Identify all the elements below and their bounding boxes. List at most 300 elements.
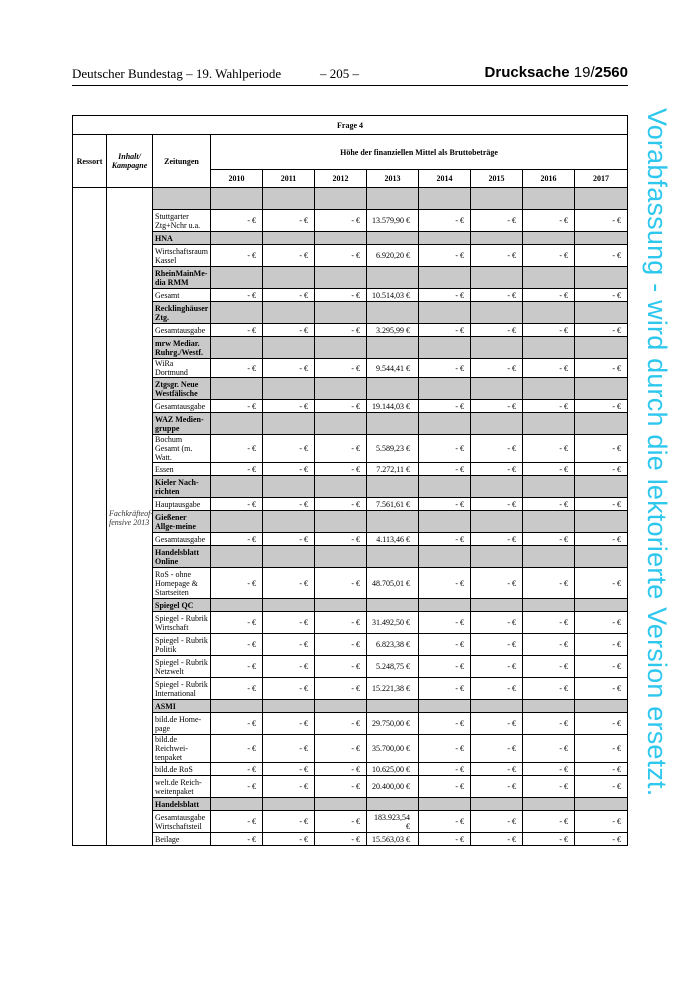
amount-cell: - € [575,533,628,546]
newspaper-label: bild.de RoS [153,763,211,776]
empty-cell [367,476,419,498]
amount-cell: - € [211,713,263,735]
empty-cell [211,302,263,324]
empty-cell [419,700,471,713]
amount-cell: - € [471,463,523,476]
amount-cell: - € [523,210,575,232]
amount-2013: 15.563,03 € [367,833,419,846]
amount-2013: 13.579,90 € [367,210,419,232]
empty-cell [523,476,575,498]
empty-cell [575,700,628,713]
amount-cell: - € [575,498,628,511]
amount-cell: - € [419,811,471,833]
amount-cell: - € [315,533,367,546]
amount-cell: - € [419,245,471,267]
empty-cell [523,700,575,713]
table-row [73,612,628,634]
empty-cell [263,599,315,612]
table-row [73,324,628,337]
publisher-group-label: Ztgsgr. Neue Westfälische [153,378,211,400]
amount-cell: - € [263,612,315,634]
year-header: 2014 [419,170,471,188]
amount-cell: - € [211,612,263,634]
empty-cell [523,511,575,533]
amount-cell: - € [523,811,575,833]
amount-cell: - € [315,612,367,634]
amount-cell: - € [263,634,315,656]
empty-cell [263,188,315,210]
amount-cell: - € [211,656,263,678]
col-ressort: Ressort [73,135,107,188]
empty-cell [471,188,523,210]
publisher-group-label: RheinMainMe-dia RMM [153,267,211,289]
amount-cell: - € [315,210,367,232]
publisher-group-label: Spiegel QC [153,599,211,612]
newspaper-label: welt.de Reich-weitenpaket [153,776,211,798]
empty-cell [367,798,419,811]
publisher-group-label: ASMI [153,700,211,713]
empty-cell [211,188,263,210]
drucksache-prefix: 19/ [573,64,595,81]
empty-cell [211,378,263,400]
amount-cell: - € [471,612,523,634]
amount-cell: - € [263,359,315,378]
empty-cell [523,267,575,289]
drucksache-number [485,64,628,81]
amount-cell: - € [263,713,315,735]
empty-cell [471,700,523,713]
amount-cell: - € [523,612,575,634]
empty-cell [367,188,419,210]
table-row [73,533,628,546]
newspaper-label: Spiegel - Rubrik International [153,678,211,700]
col-hoehe: Höhe der finanziellen Mittel als Bruttobeträge [211,135,628,170]
empty-cell [419,302,471,324]
table-row [73,245,628,267]
amount-cell: - € [471,634,523,656]
amount-cell: - € [471,833,523,846]
empty-cell [263,476,315,498]
group-row [73,546,628,568]
amount-cell: - € [315,776,367,798]
empty-cell [575,188,628,210]
amount-2013: 183.923,54 € [367,811,419,833]
newspaper-label: Gesamtausgabe Wirtschaftsteil [153,811,211,833]
empty-cell [575,476,628,498]
amount-cell: - € [315,713,367,735]
group-row [73,798,628,811]
group-row [73,700,628,713]
amount-cell: - € [419,533,471,546]
empty-cell [211,413,263,435]
empty-cell [367,511,419,533]
newspaper-label: Bochum Gesamt (m. Watt. [153,435,211,463]
amount-cell: - € [575,289,628,302]
amount-cell: - € [575,833,628,846]
drucksache-label: Drucksache [484,64,570,81]
newspaper-label: Gesamtausgabe [153,533,211,546]
amount-cell: - € [315,435,367,463]
empty-cell [471,413,523,435]
amount-2013: 7.272,11 € [367,463,419,476]
amount-cell: - € [575,776,628,798]
empty-cell [471,378,523,400]
empty-cell [523,337,575,359]
amount-2013: 7.561,61 € [367,498,419,511]
amount-cell: - € [263,568,315,599]
newspaper-label: bild.de Home-page [153,713,211,735]
amount-cell: - € [263,678,315,700]
empty-cell [419,546,471,568]
amount-cell: - € [211,498,263,511]
newspaper-label: Wirtschaftsraum Kassel [153,245,211,267]
amount-cell: - € [523,435,575,463]
amount-cell: - € [263,533,315,546]
empty-cell [575,798,628,811]
empty-cell [315,378,367,400]
amount-cell: - € [419,324,471,337]
amount-cell: - € [575,678,628,700]
year-header: 2017 [575,170,628,188]
amount-cell: - € [315,656,367,678]
amount-cell: - € [263,435,315,463]
table-row [73,435,628,463]
amount-cell: - € [211,289,263,302]
amount-2013: 48.705,01 € [367,568,419,599]
table-row [73,568,628,599]
amount-cell: - € [211,735,263,763]
year-header: 2011 [263,170,315,188]
amount-cell: - € [263,210,315,232]
amount-cell: - € [211,533,263,546]
amount-cell: - € [315,463,367,476]
amount-cell: - € [523,763,575,776]
amount-cell: - € [211,811,263,833]
amount-cell: - € [263,498,315,511]
amount-cell: - € [263,400,315,413]
empty-cell [315,700,367,713]
year-header: 2015 [471,170,523,188]
watermark [641,108,681,898]
amount-cell: - € [471,678,523,700]
amount-cell: - € [211,763,263,776]
amount-2013: 5.248,75 € [367,656,419,678]
empty-cell [575,267,628,289]
amount-2013: 6.920,20 € [367,245,419,267]
amount-2013: 19.144,03 € [367,400,419,413]
table-row [73,678,628,700]
amount-cell: - € [471,289,523,302]
amount-cell: - € [575,359,628,378]
ressort-cell [73,188,107,846]
empty-cell [211,599,263,612]
amount-cell: - € [419,289,471,302]
amount-cell: - € [211,210,263,232]
amount-cell: - € [471,656,523,678]
amount-cell: - € [523,833,575,846]
empty-cell [419,511,471,533]
table-row [73,359,628,378]
empty-cell [211,476,263,498]
empty-cell [575,232,628,245]
publisher-group-label: mrw Mediar. Ruhrg./Westf. [153,337,211,359]
empty-cell [315,337,367,359]
empty-cell [523,302,575,324]
amount-2013: 5.589,23 € [367,435,419,463]
amount-cell: - € [419,568,471,599]
amount-2013: 31.492,50 € [367,612,419,634]
amount-cell: - € [419,612,471,634]
empty-cell [153,188,211,210]
amount-cell: - € [523,400,575,413]
table-row [73,210,628,232]
newspaper-label: bild.de Reichwei-tenpaket [153,735,211,763]
amount-2013: 9.544,41 € [367,359,419,378]
empty-cell [263,413,315,435]
amount-cell: - € [419,210,471,232]
empty-cell [419,476,471,498]
funding-table [72,115,628,846]
amount-cell: - € [211,435,263,463]
empty-cell [367,302,419,324]
amount-cell: - € [575,245,628,267]
amount-cell: - € [315,678,367,700]
empty-cell [263,511,315,533]
empty-cell [367,378,419,400]
amount-cell: - € [315,400,367,413]
empty-cell [263,232,315,245]
empty-cell [575,599,628,612]
amount-cell: - € [263,735,315,763]
amount-cell: - € [523,245,575,267]
publisher-group-label: WAZ Medien-gruppe [153,413,211,435]
empty-cell [263,267,315,289]
empty-cell [315,511,367,533]
empty-cell [471,337,523,359]
amount-2013: 10.514,03 € [367,289,419,302]
frage-heading: Frage 4 [73,116,628,135]
table-row [73,498,628,511]
year-header: 2013 [367,170,419,188]
amount-cell: - € [419,498,471,511]
empty-cell [211,700,263,713]
amount-cell: - € [523,289,575,302]
publisher-group-label: Kieler Nach-richten [153,476,211,498]
amount-cell: - € [263,776,315,798]
amount-2013: 29.750,00 € [367,713,419,735]
amount-cell: - € [575,210,628,232]
empty-cell [523,599,575,612]
empty-cell [523,378,575,400]
empty-cell [419,798,471,811]
amount-cell: - € [263,289,315,302]
empty-cell [575,413,628,435]
amount-cell: - € [523,776,575,798]
amount-cell: - € [211,634,263,656]
amount-cell: - € [575,713,628,735]
amount-cell: - € [315,811,367,833]
amount-cell: - € [419,656,471,678]
newspaper-label: Beilage [153,833,211,846]
amount-cell: - € [419,776,471,798]
amount-cell: - € [315,245,367,267]
amount-2013: 35.700,00 € [367,735,419,763]
group-row [73,302,628,324]
empty-cell [471,476,523,498]
amount-cell: - € [211,463,263,476]
empty-cell [315,599,367,612]
empty-cell [575,378,628,400]
amount-cell: - € [263,656,315,678]
empty-cell [263,337,315,359]
newspaper-label: Gesamt [153,289,211,302]
table-row [73,763,628,776]
amount-2013: 6.823,38 € [367,634,419,656]
group-row [73,511,628,533]
empty-cell [575,546,628,568]
amount-cell: - € [523,533,575,546]
publisher-group-label: Handelsblatt [153,798,211,811]
empty-cell [419,267,471,289]
amount-cell: - € [315,833,367,846]
amount-cell: - € [419,400,471,413]
amount-cell: - € [523,463,575,476]
empty-cell [367,337,419,359]
group-row [73,476,628,498]
amount-cell: - € [419,435,471,463]
newspaper-label: WiRa Dortmund [153,359,211,378]
amount-cell: - € [211,245,263,267]
empty-cell [367,232,419,245]
amount-cell: - € [471,245,523,267]
amount-cell: - € [575,634,628,656]
amount-cell: - € [575,568,628,599]
amount-cell: - € [523,359,575,378]
empty-cell [315,232,367,245]
empty-cell [211,267,263,289]
amount-cell: - € [471,713,523,735]
amount-cell: - € [523,568,575,599]
amount-cell: - € [471,324,523,337]
empty-cell [367,546,419,568]
amount-cell: - € [211,324,263,337]
table-row [73,289,628,302]
amount-cell: - € [471,735,523,763]
amount-cell: - € [575,324,628,337]
amount-2013: 4.113,46 € [367,533,419,546]
amount-cell: - € [419,634,471,656]
amount-cell: - € [471,533,523,546]
newspaper-label: RoS - ohne Homepage & Startseiten [153,568,211,599]
amount-cell: - € [419,735,471,763]
amount-cell: - € [575,656,628,678]
amount-cell: - € [263,245,315,267]
empty-cell [211,232,263,245]
empty-cell [211,546,263,568]
empty-cell [471,599,523,612]
empty-cell [315,413,367,435]
amount-2013: 10.625,00 € [367,763,419,776]
empty-cell [471,798,523,811]
amount-cell: - € [211,400,263,413]
empty-cell [315,267,367,289]
amount-cell: - € [315,359,367,378]
empty-cell [419,599,471,612]
amount-cell: - € [523,324,575,337]
amount-cell: - € [263,833,315,846]
amount-cell: - € [263,811,315,833]
col-kampagne: Inhalt/ Kampagne [107,135,153,188]
amount-cell: - € [211,678,263,700]
newspaper-label: Spiegel - Rubrik Netzwelt [153,656,211,678]
amount-cell: - € [575,735,628,763]
empty-cell [575,511,628,533]
amount-cell: - € [419,763,471,776]
table-row [73,833,628,846]
table-row [73,463,628,476]
watermark-text: Vorabfassung - wird durch die lektorierte Version ersetzt. [642,108,672,797]
empty-cell [315,302,367,324]
empty-cell [523,232,575,245]
empty-cell [471,232,523,245]
amount-cell: - € [575,463,628,476]
empty-cell [471,511,523,533]
table-row [73,776,628,798]
amount-cell: - € [575,763,628,776]
header-title: Deutscher Bundestag – 19. Wahlperiode [72,66,282,81]
col-zeitungen: Zeitungen [153,135,211,188]
amount-cell: - € [211,776,263,798]
empty-cell [263,700,315,713]
amount-cell: - € [419,678,471,700]
empty-cell [367,599,419,612]
year-header: 2016 [523,170,575,188]
amount-cell: - € [211,568,263,599]
empty-cell [367,267,419,289]
amount-cell: - € [471,498,523,511]
empty-cell [419,232,471,245]
amount-cell: - € [211,359,263,378]
amount-cell: - € [471,763,523,776]
newspaper-label: Stuttgarter Ztg+Nchr u.a. [153,210,211,232]
year-header: 2012 [315,170,367,188]
group-row [73,232,628,245]
empty-cell [315,798,367,811]
publisher-group-label: HNA [153,232,211,245]
empty-cell [211,798,263,811]
empty-cell [367,413,419,435]
empty-cell [263,302,315,324]
header-rule [72,85,628,86]
amount-cell: - € [523,634,575,656]
empty-cell [523,188,575,210]
newspaper-label: Spiegel - Rubrik Politik [153,634,211,656]
empty-cell [471,302,523,324]
publisher-group-label: Handelsblatt Online [153,546,211,568]
empty-cell [419,337,471,359]
empty-cell [523,413,575,435]
empty-cell [315,546,367,568]
amount-cell: - € [315,568,367,599]
amount-cell: - € [419,833,471,846]
amount-cell: - € [575,612,628,634]
empty-cell [419,378,471,400]
table-row [73,634,628,656]
amount-2013: 20.400,00 € [367,776,419,798]
empty-cell [419,188,471,210]
empty-cell [471,546,523,568]
empty-cell [315,188,367,210]
